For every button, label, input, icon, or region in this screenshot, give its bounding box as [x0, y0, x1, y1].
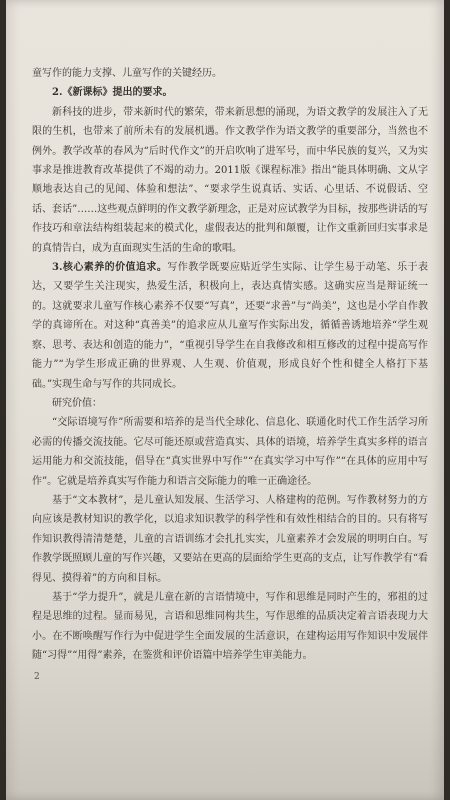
research-paragraph-1: “交际语境写作”所需要和培养的是当代全球化、信息化、联通化时代工作生活学习所必需的传播交流技能。它尽可能还原或营造真实、具体的语境，培养学生真实多样的语言运用能力和交流技能，倡导在“真实世界中写作”“在真实学习中写作”“在具体的应用中写作”。它就是培养真实写作能力和语言交际能力的唯一正确途径。 [32, 417, 428, 487]
research-value-heading: 研究价值： [52, 397, 102, 409]
document-page [6, 0, 444, 800]
intro-line: 童写作的能力支撑、儿童写作的关键经历。 [32, 68, 222, 79]
section3-text: 写作教学既要应贴近学生实际、让学生易于动笔、乐于表达，又要学生关注现实，热爱生活，积极向上，表达真情实感。这确实应当是辩证统一的。这就要求儿童写作核心素养不仅要“写真”，还要“求善”与“尚美”，这也是小学自作教学的真谛所在。对这种“真善美”的追求应从儿童写作实际出发，循循善诱地培养“学生观察、思考、表达和创造的能力”，“重视引导学生在自我修改和相互修改的过程中提高写作能力”“为学生形成正确的世界观、人生观、价值观，形成良好个性和健全人格打下基础。”实现生命与写作的共同成长。 [32, 262, 428, 390]
section3-heading: 3.核心素养的价值追求。 [52, 262, 168, 274]
document-body [32, 64, 428, 666]
research-paragraph-2: 基于“文本教材”，是儿童认知发展、生活学习、人格建构的范例。写作教材努力的方向应该是教材知识的教学化，以追求知识教学的科学性和有效性相结合的目的。只有将写作知识教得清清楚楚，儿童的言语训练才会扎扎实实，儿童素养才会发展的明明白白。写作教学既照顾儿童的写作兴趣，又要站在更高的层面给学生更高的支点，让写作教学有“看得见、摸得着”的方向和目标。 [32, 494, 428, 584]
page-number: 2 [34, 672, 40, 682]
section3-paragraph [32, 258, 428, 394]
section2-paragraph: 新科技的进步，带来新时代的繁荣，带来新思想的涌现，为语文教学的发展注入了无限的生机，也带来了前所未有的发展机遇。作文教学作为语文教学的重要部分，当然也不例外。教学改革的春风为“后时代作文”的开启吹响了进军号，而中华民族的复兴，又为实事求是推进教育改革提供了不竭的动力。2011版《课程标准》指出“能具体明确、文从字顺地表达自己的见闻、体验和想法”、“要求学生说真话、实话、心里话、不说假话、空话、套话”……这些观点鲜明的作文教学新理念，正是对应试教学为目标，按那些讲话的写作技巧和章法结构组装起来的模式化，虚假表达的批判和颠覆，让作文重新回归实事求是的真情告白，成为直面现实生活的生命的歌唱。 [32, 106, 428, 254]
section2-heading: 2.《新课标》提出的要求。 [52, 87, 173, 99]
research-paragraph-3: 基于“学力提升”，就是儿童在新的言语情境中，写作和思维是同时产生的，邪祖的过程是思维的过程。显而易见，言语和思维同构共生，写作思维的品质决定着言语表现力大小。在不断唤醒写作行为中促进学生全面发展的生活意识，在建构运用写作知识中发展伴随“习得”“用得”素养，在鉴赏和评价语篇中培养学生审美能力。 [32, 591, 428, 662]
